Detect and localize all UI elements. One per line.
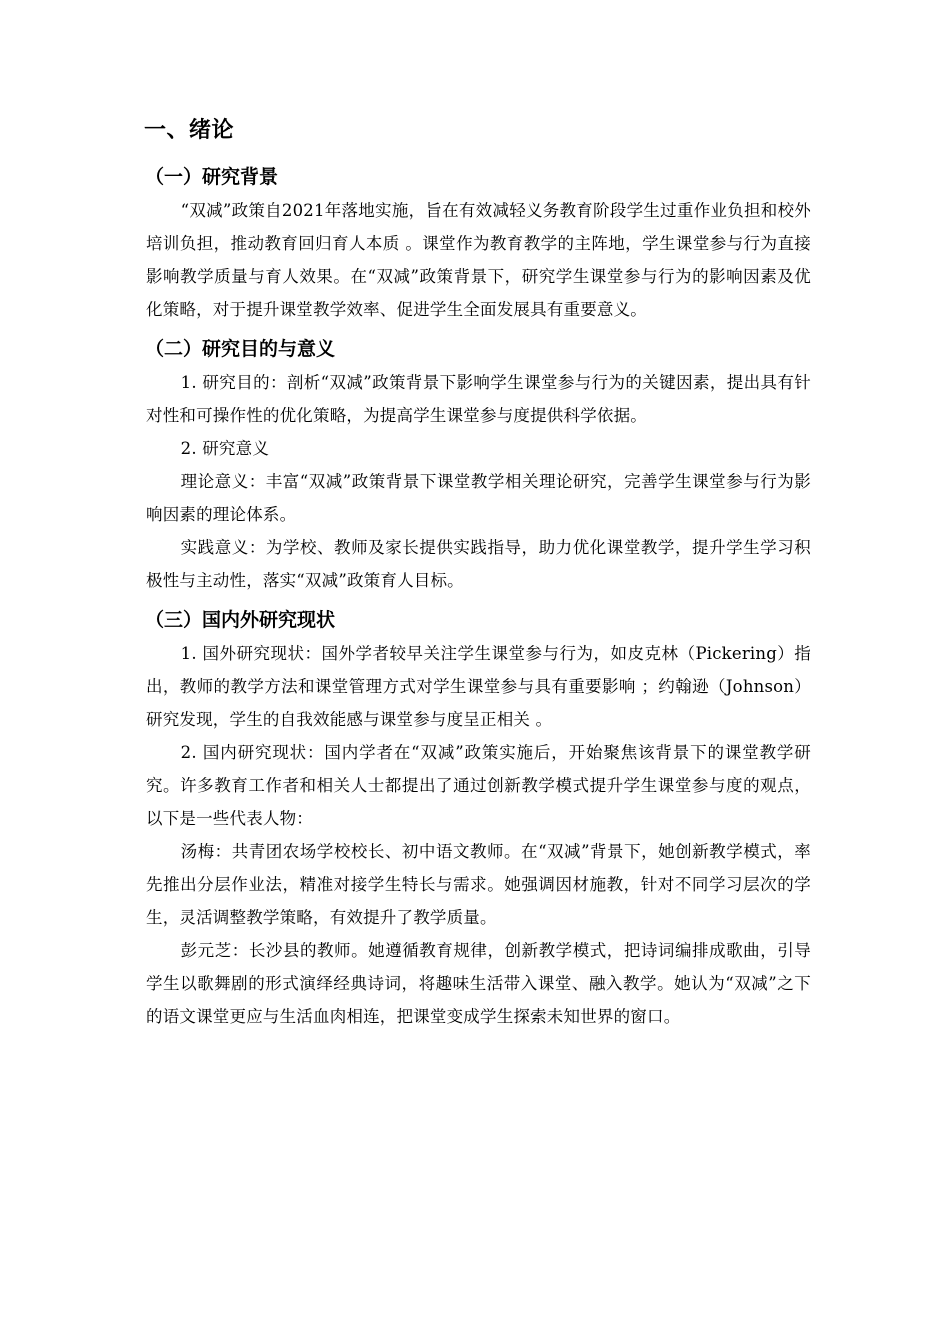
section-heading: （三）国内外研究现状 [145, 609, 336, 631]
paragraph: 1. 国外研究现状：国外学者较早关注学生课堂参与行为，如皮克林（Pickering）指出，教师的教学方法和课堂管理方式对学生课堂参与具有重要影响 ；约翰逊（Johnson）研究发现，学生的自我效能感与课堂参与度呈正相关 。 [146, 644, 811, 729]
section-research-status [146, 603, 811, 1033]
paragraph: 实践意义：为学校、教师及家长提供实践指导，助力优化课堂教学，提升学生学习积极性与主动性，落实“双减”政策育人目标。 [146, 538, 811, 590]
paragraph: 彭元芝：长沙县的教师。她遵循教育规律，创新教学模式，把诗词编排成歌曲，引导学生以歌舞剧的形式演绎经典诗词，将趣味生活带入课堂、融入教学。她认为“双减”之下的语文课堂更应与生活血肉相连，把课堂变成学生探索未知世界的窗口。 [146, 941, 811, 1026]
paragraph: 理论意义：丰富“双减”政策背景下课堂教学相关理论研究，完善学生课堂参与行为影响因素的理论体系。 [146, 472, 811, 524]
paragraph: “双减”政策自2021年落地实施，旨在有效减轻义务教育阶段学生过重作业负担和校外培训负担，推动教育回归育人本质 。课堂作为教育教学的主阵地，学生课堂参与行为直接影响教学质量与育人效果。在“双减”政策背景下，研究学生课堂参与行为的影响因素及优化策略，对于提升课堂教学效率、促进学生全面发展具有重要意义。 [146, 201, 811, 319]
paragraph: 汤梅：共青团农场学校校长、初中语文教师。在“双减”背景下，她创新教学模式，率先推出分层作业法，精准对接学生特长与需求。她强调因材施教，针对不同学习层次的学生，灵活调整教学策略，有效提升了教学质量。 [146, 842, 811, 927]
document-body [146, 112, 811, 1033]
section-heading: （二）研究目的与意义 [145, 338, 336, 360]
section-background [146, 160, 811, 326]
section-heading: （一）研究背景 [145, 166, 279, 188]
chapter-title: 一、绪论 [144, 118, 235, 143]
paragraph: 2. 研究意义 [180, 439, 270, 458]
paragraph: 1. 研究目的：剖析“双减”政策背景下影响学生课堂参与行为的关键因素，提出具有针对性和可操作性的优化策略，为提高学生课堂参与度提供科学依据。 [146, 373, 811, 425]
section-purpose-significance [146, 332, 811, 597]
paragraph: 2. 国内研究现状：国内学者在“双减”政策实施后，开始聚焦该背景下的课堂教学研究。许多教育工作者和相关人士都提出了通过创新教学模式提升学生课堂参与度的观点，以下是一些代表人物： [146, 743, 811, 828]
